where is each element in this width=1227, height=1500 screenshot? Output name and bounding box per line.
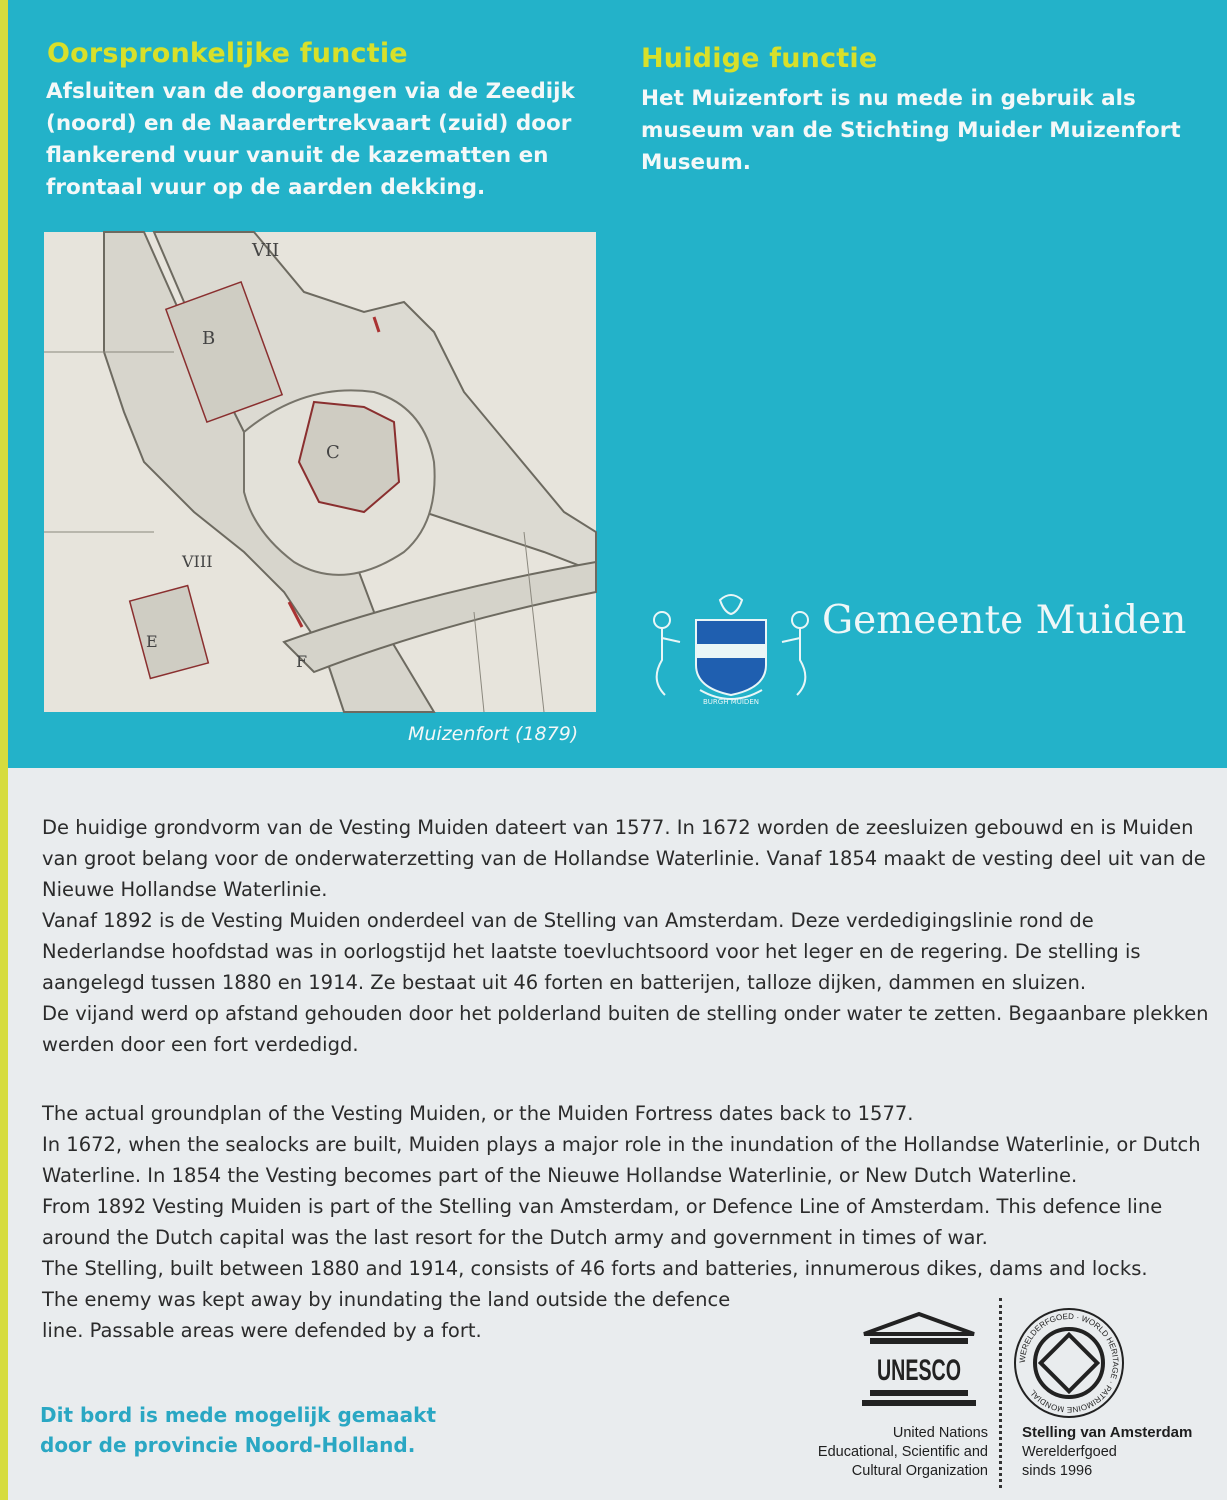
original-function-heading: Oorspronkelijke functie (47, 38, 408, 69)
map-label-e: E (146, 632, 158, 651)
unesco-line-2: Educational, Scientific and (817, 1444, 988, 1460)
original-function-text: Afsluiten van de doorgangen via de Zeedijk (noord) en de Naardertrekvaart (zuid) door flankerend vuur vanuit de kazematten en frontaal vuur op de aarden dekking. (46, 79, 575, 200)
unesco-wordmark: UNESCO (877, 1354, 961, 1387)
world-heritage-emblem-icon (1013, 1307, 1125, 1419)
municipality-crest-icon (640, 590, 822, 710)
world-heritage-ring-text: WERELDERFGOED · WORLD HERITAGE · PATRIMOINE MONDIAL (1017, 1311, 1121, 1415)
english-paragraph: line. Passable areas were defended by a fort. (42, 1319, 482, 1342)
map-label-c: C (326, 442, 340, 463)
crest-motto: BURGH MUIDEN (703, 698, 759, 706)
english-paragraph: The Stelling, built between 1880 and 1914, consists of 46 forts and batteries, innumerous dikes, dams and locks. (42, 1257, 1148, 1280)
english-paragraph: In 1672, when the sealocks are built, Muiden plays a major role in the inundation of the Hollandse Waterlinie, or Dutch Waterline. In 1854 the Vesting becomes part of the Nieuwe Hollandse Waterlinie, or New Dutch Waterline. (42, 1133, 1201, 1187)
yellow-edge-strip (0, 0, 8, 1500)
municipality-name: Gemeente Muiden (822, 598, 1187, 643)
english-paragraph: The actual groundplan of the Vesting Muiden, or the Muiden Fortress dates back to 1577. (42, 1102, 914, 1125)
map-label-b: B (202, 328, 216, 349)
english-paragraph: From 1892 Vesting Muiden is part of the Stelling van Amsterdam, or Defence Line of Amsterdam. This defence line around the Dutch capital was the last resort for the Dutch army and government in times of war. (42, 1195, 1163, 1249)
dutch-paragraph: De vijand werd op afstand gehouden door het polderland buiten de stelling onder water te zetten. Begaanbare plekken werden door een fort verdedigd. (42, 1002, 1209, 1056)
current-function-text: Het Muizenfort is nu mede in gebruik als museum van de Stichting Muider Muizenfort Museum. (641, 86, 1181, 175)
current-function-heading: Huidige functie (641, 43, 878, 74)
historic-fort-map (44, 232, 596, 712)
dutch-paragraph: De huidige grondvorm van de Vesting Muiden dateert van 1577. In 1672 worden de zeesluizen gebouwd en is Muiden van groot belang voor de onderwaterzetting van de Hollandse Waterlinie. Vanaf 1854 maakt de vesting deel uit van de Nieuwe Hollandse Waterlinie. (42, 816, 1206, 901)
stelling-line-2: sinds 1996 (1022, 1463, 1093, 1479)
stelling-title: Stelling van Amsterdam (1022, 1424, 1193, 1441)
unesco-line-3: Cultural Organization (851, 1463, 988, 1479)
unesco-caption (780, 1424, 988, 1481)
map-label-f: F (296, 652, 308, 671)
english-paragraph: The enemy was kept away by inundating the land outside the defence (42, 1288, 731, 1311)
logo-divider (999, 1298, 1002, 1488)
map-label-viii: VIII (182, 552, 213, 571)
stelling-caption (1022, 1443, 1117, 1481)
dutch-paragraph: Vanaf 1892 is de Vesting Muiden onderdeel van de Stelling van Amsterdam. Deze verdedigingslinie rond de Nederlandse hoofdstad was in oorlogstijd het laatste toevluchtsoord voor het leger en de regering. De stelling is aangelegd tussen 1880 en 1914. Ze bestaat uit 46 forten en batterijen, talloze dijken, dammen en sluizen. (42, 909, 1141, 994)
sponsor-credit: Dit bord is mede mogelijk gemaakt door de provincie Noord-Holland. (40, 1403, 437, 1457)
fort-map-drawing (44, 232, 596, 712)
unesco-temple-icon (858, 1310, 980, 1410)
unesco-line-1: United Nations (892, 1425, 988, 1441)
stelling-line-1: Werelderfgoed (1022, 1444, 1117, 1460)
map-label-vii: VII (252, 240, 280, 261)
dutch-text-block (42, 812, 1212, 1060)
map-caption: Muizenfort (1879) (408, 723, 579, 745)
